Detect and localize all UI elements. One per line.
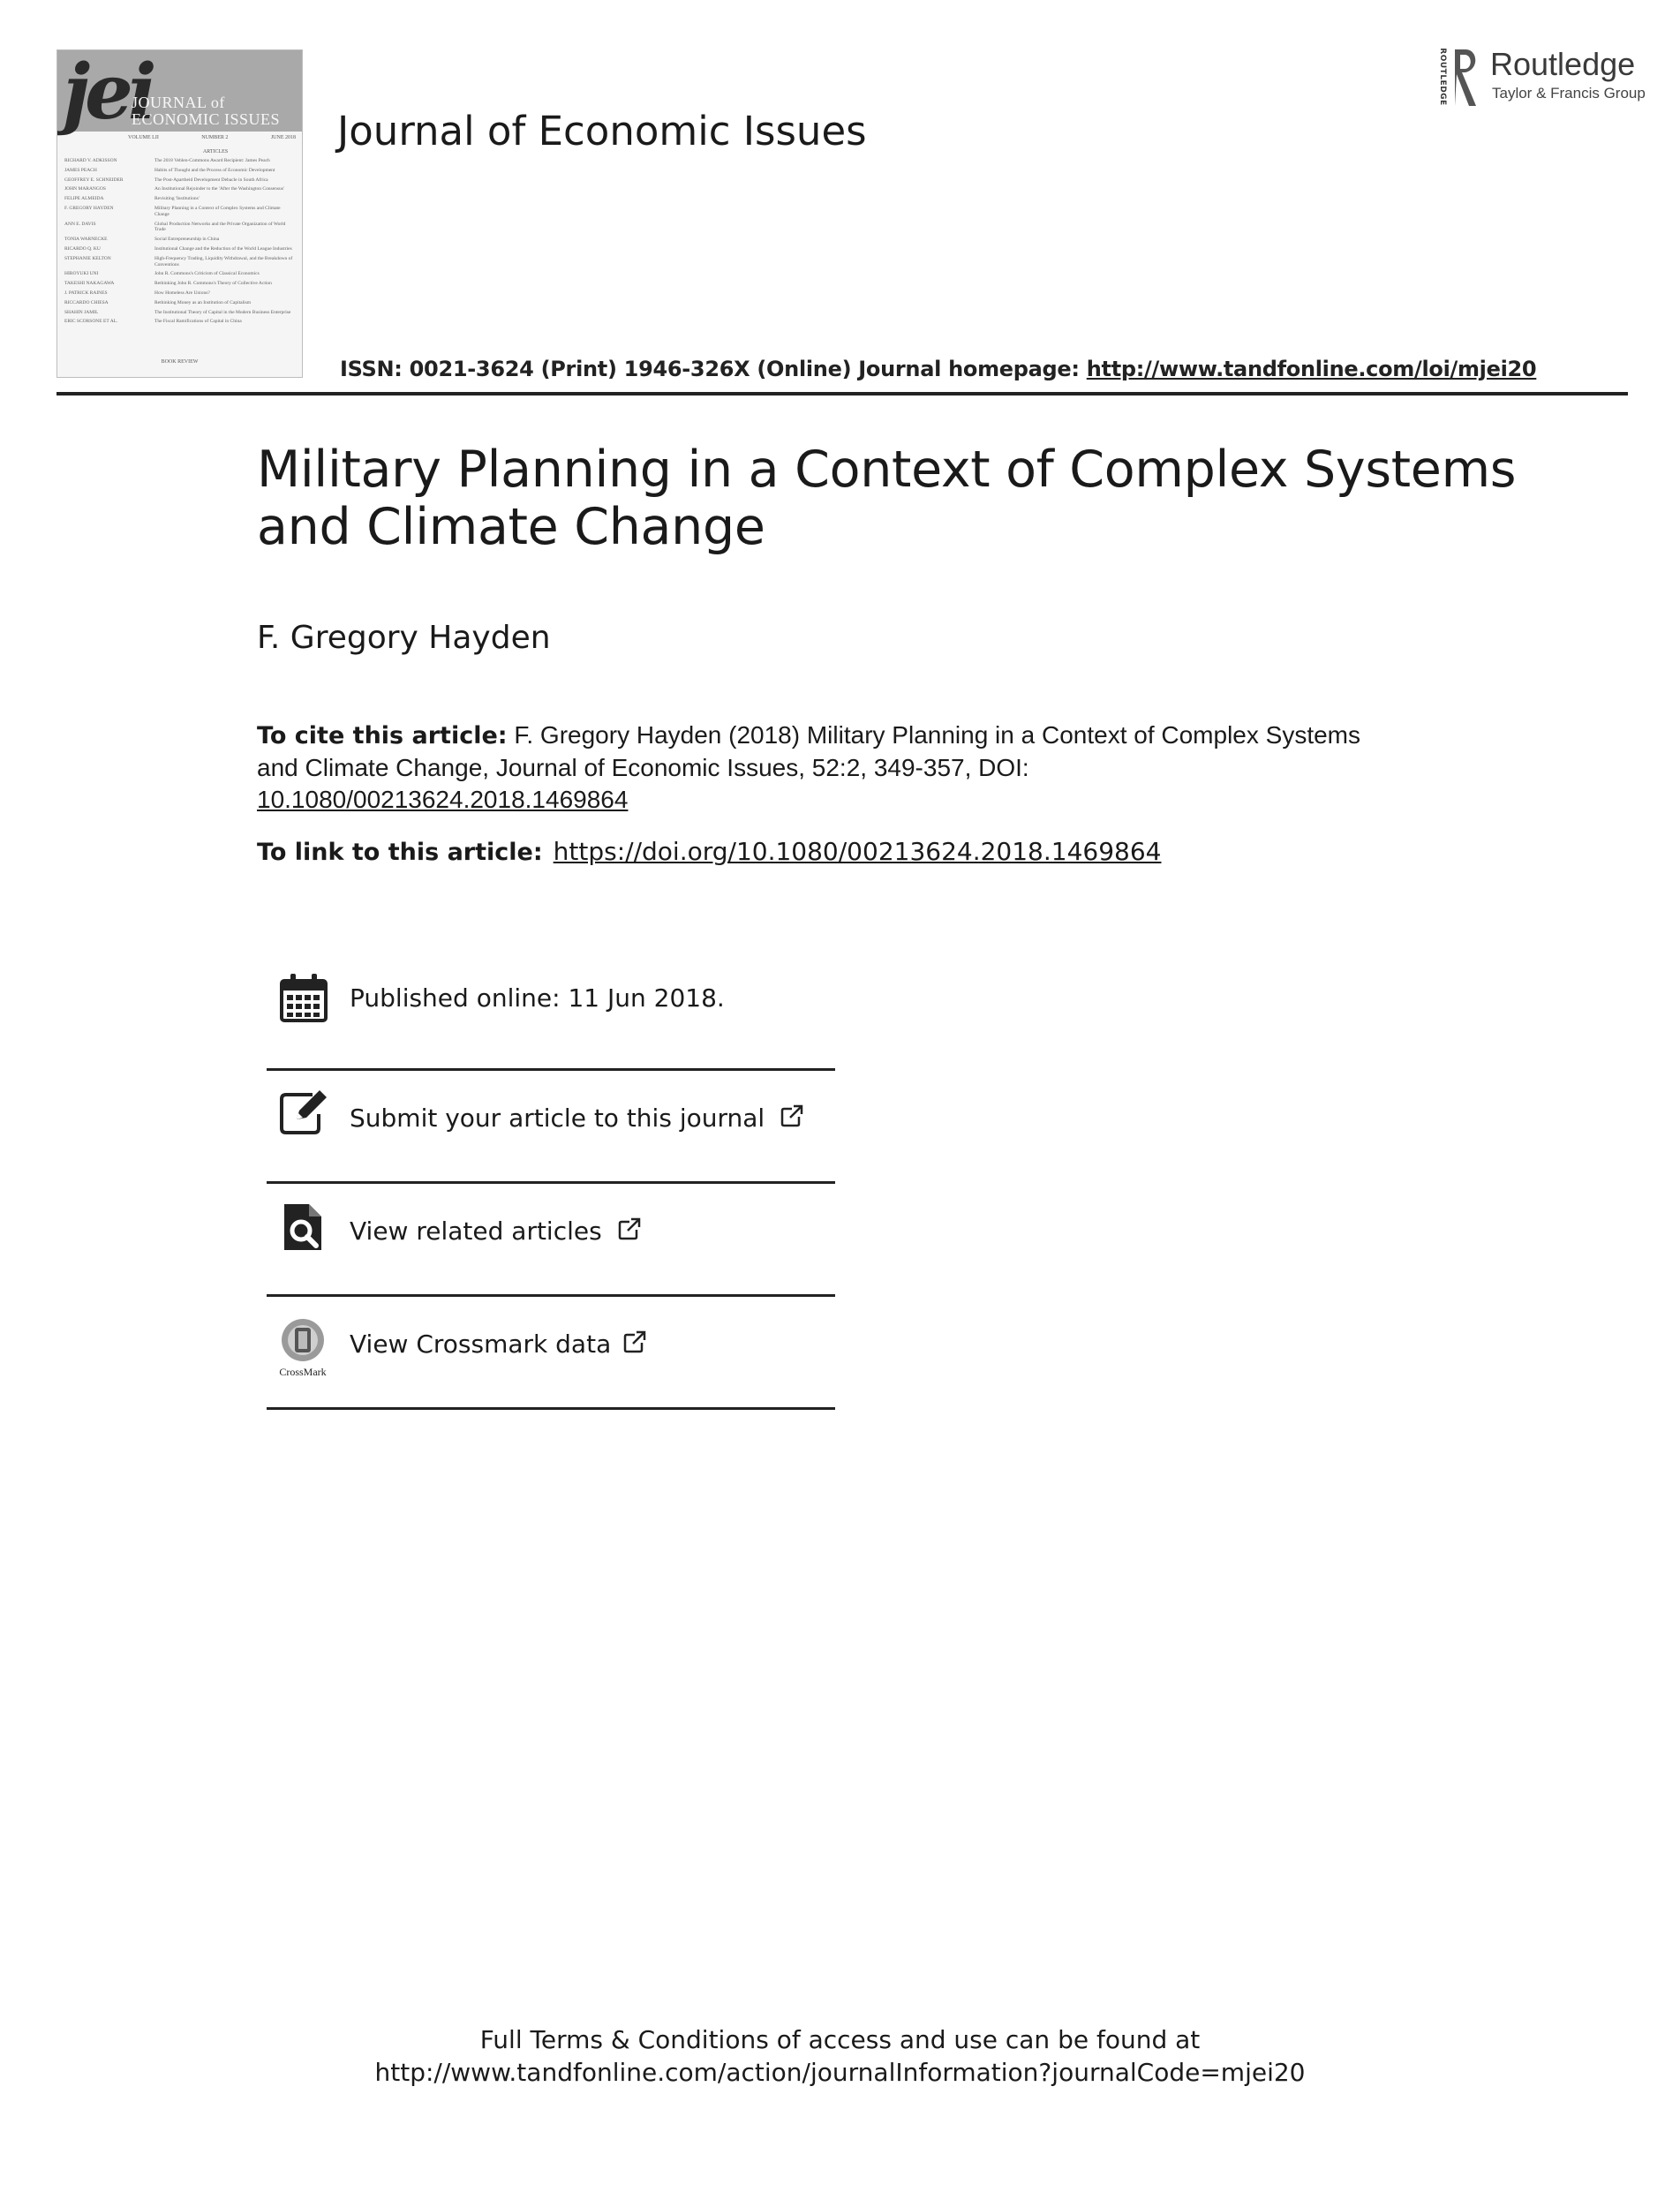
cover-toc-title: Rethinking John R. Commons's Theory of Collective Action <box>154 281 272 287</box>
routledge-vertical-label: ROUTLEDGE <box>1438 48 1447 106</box>
cover-toc-author: ANN E. DAVIS <box>64 221 96 227</box>
cover-toc-author: J. PATRICK RAINES <box>64 290 108 296</box>
article-link-line <box>257 837 1161 866</box>
edit-icon <box>277 1086 330 1139</box>
divider <box>267 1068 835 1071</box>
terms-footer <box>0 2023 1680 2089</box>
citation-block <box>257 719 1405 816</box>
divider <box>267 1407 835 1410</box>
cover-toc-author: STEPHANIE KELTON <box>64 255 111 261</box>
cover-toc-title: Institutional Change and the Reduction of the World League Industries <box>154 245 292 252</box>
cover-toc-author: RICARDO Q. KU <box>64 245 101 252</box>
cover-toc-row <box>64 222 296 234</box>
cover-toc-author: RICCARDO CHIESA <box>64 299 109 305</box>
cover-toc-title: How Homeless Are Unions? <box>154 290 210 296</box>
cover-toc-row <box>64 206 296 218</box>
cover-logo: jei <box>63 49 152 137</box>
cover-toc-author: GEOFFREY E. SCHNEIDER <box>64 177 124 183</box>
crossmark-icon <box>275 1317 330 1379</box>
cover-toc-row <box>64 319 296 325</box>
journal-title: Journal of Economic Issues <box>337 108 867 154</box>
cover-toc-row <box>64 158 296 164</box>
divider <box>267 1181 835 1184</box>
cover-toc-row <box>64 290 296 297</box>
cover-toc-author: ERIC SCORSONE ET AL. <box>64 319 118 325</box>
journal-homepage-link[interactable]: http://www.tandfonline.com/loi/mjei20 <box>1086 357 1537 381</box>
cover-toc-author: JOHN MARANGOS <box>64 186 106 192</box>
publisher-name: Routledge <box>1490 46 1636 82</box>
cover-toc-title: Rethinking Money as an Institution of Capitalism <box>154 299 252 305</box>
cover-toc-author: HIROYUKI UNI <box>64 271 99 277</box>
cite-text: F. Gregory Hayden (2018) Military Planning in a Context of Complex Systems and Climate Change, Journal of Economic Issues, 52:2, 349-357, DOI: <box>257 721 1361 781</box>
cover-toc-title: Habits of Thought and the Process of Economic Development <box>154 167 275 173</box>
cover-toc-row <box>64 186 296 192</box>
cover-toc-row <box>64 237 296 243</box>
cover-toc-title: The Institutional Theory of Capital in the Modern Business Enterprise <box>154 309 291 315</box>
header-rule <box>57 392 1628 395</box>
published-row <box>267 962 835 1075</box>
issn-line: ISSN: 0021-3624 (Print) 1946-326X (Online) Journal homepage: http://www.tandfonline.com/loi/mjei20 <box>340 357 1537 381</box>
svg-text:CrossMark: CrossMark <box>279 1366 327 1378</box>
cover-toc-row <box>64 177 296 184</box>
cover-toc-title: John R. Commons's Criticism of Classical Economics <box>154 271 260 277</box>
cover-toc-author: FELIPE ALMEIDA <box>64 196 104 202</box>
external-link-icon <box>780 1104 804 1128</box>
submit-row[interactable] <box>267 1079 835 1192</box>
cover-toc-title: Revisiting 'Institutions' <box>154 196 200 202</box>
cover-toc-title: The 2018 Veblen-Commons Award Recipient: James Peach <box>154 158 270 163</box>
view-related-articles-link[interactable]: View related articles <box>350 1216 642 1246</box>
cover-meta: VOLUME LII NUMBER 2 JUNE 2018 <box>128 135 296 140</box>
published-date: Published online: 11 Jun 2018. <box>350 983 725 1013</box>
cover-toc-row <box>64 256 296 268</box>
cover-journal-title: JOURNAL of ECONOMIC ISSUES <box>132 94 281 128</box>
journal-cover-image <box>57 49 303 378</box>
routledge-r-icon <box>1451 46 1483 108</box>
cover-toc-author: TONIA WARNECKE <box>64 237 108 243</box>
cover-toc-title: The Fiscal Ramifications of Capital in China <box>154 319 242 325</box>
external-link-icon <box>617 1216 642 1241</box>
crossmark-row[interactable] <box>267 1305 835 1418</box>
cover-toc-author: SHAHIN JAMIL <box>64 309 99 315</box>
cover-toc-row <box>64 168 296 174</box>
cover-toc-title: Social Entrepreneurship in China <box>154 237 220 243</box>
cover-toc-title: Global Production Networks and the Private Organization of World Trade <box>154 221 286 233</box>
divider <box>267 1294 835 1297</box>
related-row[interactable] <box>267 1192 835 1305</box>
cover-toc-row <box>64 310 296 316</box>
article-author: F. Gregory Hayden <box>257 620 551 656</box>
cover-toc-row <box>64 271 296 277</box>
cover-toc-author: TAKESHI NAKAGAWA <box>64 281 115 287</box>
cover-toc-author: RICHARD V. ADKISSON <box>64 158 117 163</box>
cite-label: To cite this article: <box>257 722 508 749</box>
article-doi-url-link[interactable]: https://doi.org/10.1080/00213624.2018.1469864 <box>553 837 1162 866</box>
cover-toc-row <box>64 300 296 306</box>
cover-toc-row <box>64 281 296 287</box>
link-label: To link to this article: <box>257 839 543 866</box>
calendar-icon <box>277 971 330 1024</box>
cover-toc-row <box>64 246 296 252</box>
cover-toc-title: High-Frequency Trading, Liquidity Withdrawal, and the Breakdown of Conventions <box>154 255 293 267</box>
cover-toc-title: Military Planning in a Context of Complex Systems and Climate Change <box>154 205 281 217</box>
publisher-group: Taylor & Francis Group <box>1492 85 1646 102</box>
terms-url[interactable]: http://www.tandfonline.com/action/journalInformation?journalCode=mjei20 <box>374 2058 1306 2087</box>
cover-toc-author: JAMES PEACH <box>64 167 97 173</box>
cover-toc-title: An Institutional Rejoinder to the 'After the Washington Consensus' <box>154 186 284 192</box>
cover-book-review-label: BOOK REVIEW <box>161 359 199 365</box>
terms-text: Full Terms & Conditions of access and use can be found at <box>479 2025 1201 2054</box>
cover-toc-row <box>64 196 296 202</box>
external-link-icon <box>622 1329 647 1354</box>
cover-toc-author: F. GREGORY HAYDEN <box>64 205 114 211</box>
cover-table-of-contents: ARTICLES RICHARD V. ADKISSON The 2018 Veblen-Commons Award Recipient: James Peach JAMES PEACH Habits of Thought and the Process of Economic Development GEOFFREY E. SCHNEIDER The Post-Apartheid Development Debacle in South Africa JOHN MARANGOS An Institutional Rejoinder to the 'After the Washington Consensus' FELIPE ALMEIDA Revisiting 'Institutions' F. GREGORY HAYDEN Military Planning in a Context of Complex Systems and Climate Change ANN E. DAVIS Global Production Networks and the Private Organization of World Trade TONIA WARNECKE Social Entrepreneurship in China RICARDO Q. KU Institutional Change and the Reduction of the World League Industries STEPHANIE KELTON High-Frequency Trading, Liquidity Withdrawal, and the Breakdown of Conventions HIROYUKI UNI John R. Commons's Criticism of Classical Economics TAKESHI NAKAGAWA Rethinking John R. Commons's Theory of Collective Action J. PATRICK RAINES How Homeless Are Unions? RICCARDO CHIESA Rethinking Money as an Institution of Capitalism SHAHIN JAMIL The Institutional Theory of Capital in the Modern Business Enterprise ERIC SCORSONE ET AL. The Fiscal Ramifications of Capital in China <box>64 149 296 328</box>
doi-link[interactable]: 10.1080/00213624.2018.1469864 <box>257 786 629 813</box>
cover-toc-title: The Post-Apartheid Development Debacle in South Africa <box>154 177 268 183</box>
view-crossmark-link[interactable]: View Crossmark data <box>350 1329 647 1359</box>
article-title: Military Planning in a Context of Complex Systems and Climate Change <box>257 441 1517 556</box>
document-search-icon <box>277 1201 330 1254</box>
submit-article-link[interactable]: Submit your article to this journal <box>350 1104 804 1133</box>
